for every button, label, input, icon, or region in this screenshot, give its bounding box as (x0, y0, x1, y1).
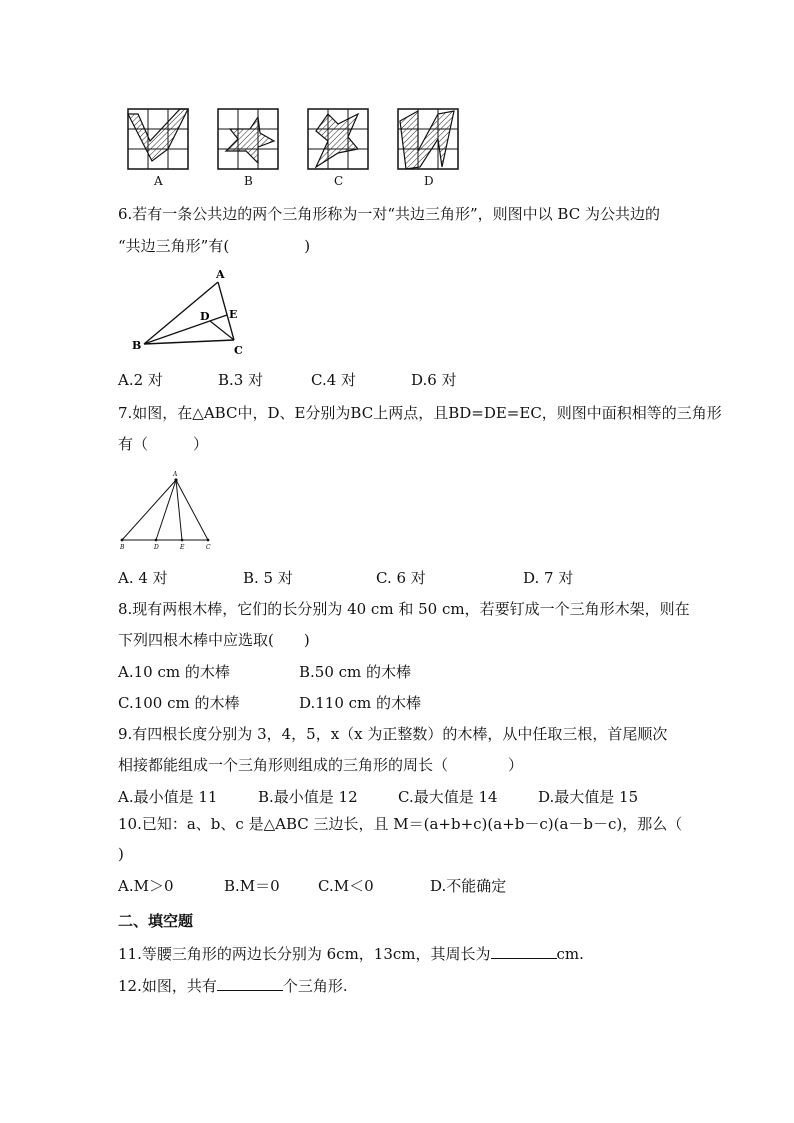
q11-answer-blank[interactable] (491, 942, 557, 959)
q10-text-line1: 10.已知：a、b、c 是△ABC 三边长，且 M＝(a+b+c)(a+b－c)(a－b－c)，那么（ (118, 815, 683, 833)
q6-text-line1: 6.若有一条公共边的两个三角形称为一对“共边三角形”，则图中以 BC 为公共边的 (118, 205, 660, 223)
q7-label-a: A (173, 471, 178, 478)
q11-text: 11.等腰三角形的两边长分别为 6cm，13cm，其周长为 (118, 945, 491, 963)
q12-line (118, 974, 348, 996)
q12-text: 12.如图，共有 (118, 977, 217, 995)
q7-triangle-figure (114, 468, 224, 554)
figure-label-d: D (424, 174, 434, 188)
q12-text-after: 个三角形. (282, 977, 348, 995)
q8-option-a: A.10 cm 的木棒 (118, 663, 230, 681)
q10-option-b: B.M＝0 (224, 877, 280, 895)
q7-option-d: D. 7 对 (523, 569, 574, 587)
grid-figure-c (308, 109, 368, 169)
q9-option-b: B.最小值是 12 (258, 788, 358, 806)
q12-answer-blank[interactable] (217, 974, 283, 991)
q8-text-line2: 下列四根木棒中应选取( ) (118, 631, 310, 649)
figure-label-b: B (244, 174, 253, 188)
q10-option-c: C.M＜0 (318, 877, 374, 895)
grid-figure-d (398, 109, 458, 169)
q10-option-a: A.M＞0 (118, 877, 174, 895)
q6-text-line2: “共边三角形”有( ) (118, 237, 311, 255)
q9-option-d: D.最大值是 15 (538, 788, 639, 806)
figure-label-a: A (154, 174, 163, 188)
q10-text-line2: ) (118, 845, 124, 863)
q6-option-b: B.3 对 (218, 371, 264, 389)
q11-line (118, 942, 584, 964)
q7-label-d: D (154, 544, 159, 551)
q6-label-a: A (216, 268, 225, 281)
q7-label-e: E (180, 544, 185, 551)
q8-text-line1: 8.现有两根木棒，它们的长分别为 40 cm 和 50 cm，若要钉成一个三角形木架，则在 (118, 600, 690, 618)
q6-option-d: D.6 对 (411, 371, 457, 389)
q6-label-e: E (229, 308, 238, 321)
grid-figure-a (128, 109, 188, 169)
q7-text-line2: 有（ ） (118, 435, 209, 453)
q8-option-c: C.100 cm 的木棒 (118, 694, 240, 712)
q7-option-c: C. 6 对 (376, 569, 426, 587)
q6-label-c: C (234, 344, 243, 357)
q7-text-line1: 7.如图，在△ABC中，D、E分别为BC上两点，且BD=DE=EC，则图中面积相等的三角形 (118, 404, 722, 422)
q6-option-c: C.4 对 (311, 371, 357, 389)
q7-label-c: C (206, 544, 211, 551)
q10-option-d: D.不能确定 (430, 877, 507, 895)
q9-option-a: A.最小值是 11 (118, 788, 218, 806)
figure-label-c: C (334, 174, 344, 188)
q6-label-d: D (200, 310, 210, 323)
q8-option-b: B.50 cm 的木棒 (299, 663, 412, 681)
q6-option-a: A.2 对 (118, 371, 163, 389)
q6-triangle-figure (130, 268, 260, 358)
q11-unit: cm. (556, 945, 584, 963)
q8-option-d: D.110 cm 的木棒 (299, 694, 422, 712)
q9-text-line2: 相接都能组成一个三角形则组成的三角形的周长（ ） (118, 756, 524, 774)
section-heading-fill-in: 二、填空题 (118, 912, 194, 930)
q7-label-b: B (120, 544, 125, 551)
q6-label-b: B (132, 339, 142, 352)
q7-option-a: A. 4 对 (118, 569, 168, 587)
q9-option-c: C.最大值是 14 (398, 788, 498, 806)
q7-option-b: B. 5 对 (243, 569, 293, 587)
grid-figure-b (218, 109, 278, 169)
q9-text-line1: 9.有四根长度分别为 3，4，5，x（x 为正整数）的木棒，从中任取三根，首尾顺次 (118, 725, 668, 743)
